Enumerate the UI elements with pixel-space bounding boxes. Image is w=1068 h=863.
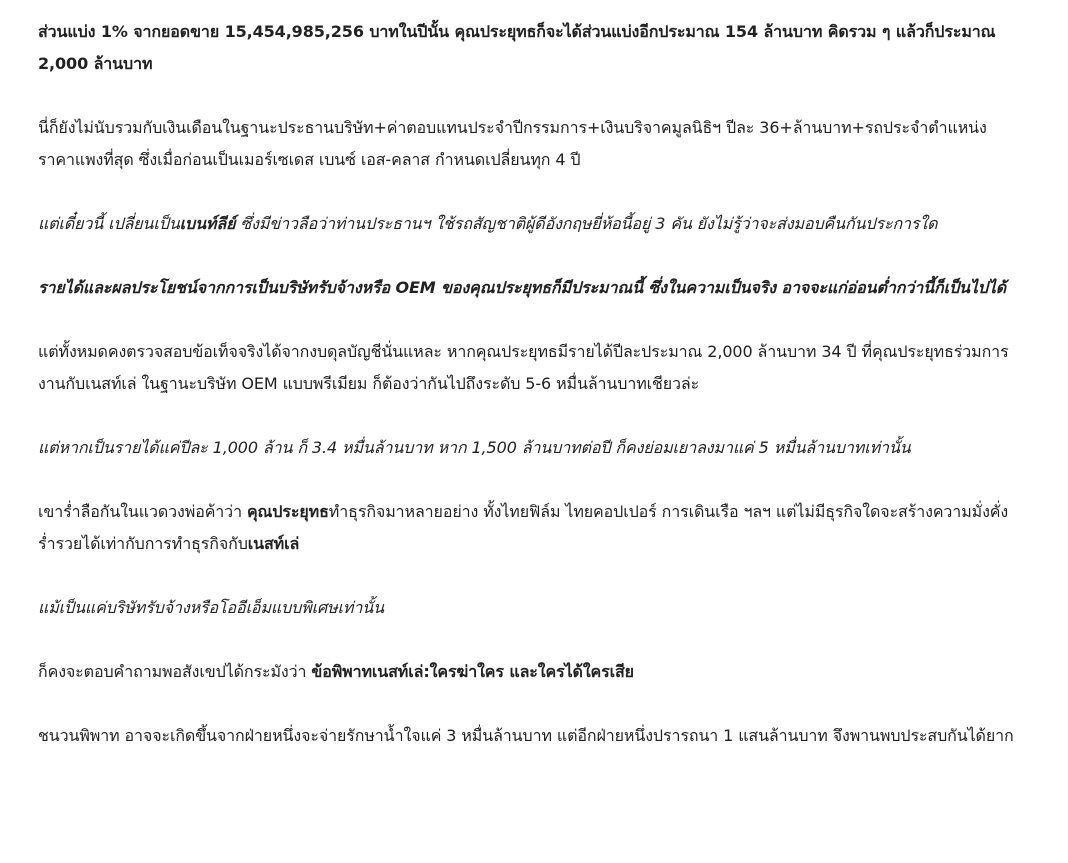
paragraph-9	[38, 656, 1028, 688]
paragraph-6: แต่หากเป็นรายได้แค่ปีละ 1,000 ล้าน ก็ 3.4 หมื่นล้านบาท หาก 1,500 ล้านบาทต่อปี ก็คงย่อมเยาลงมาแค่ 5 หมื่นล้านบาทเท่านั้น	[38, 438, 911, 457]
article-body	[38, 16, 1028, 784]
paragraph-7-text-start: เขาร่ำลือกันในแวดวงพ่อค้าว่า	[38, 502, 247, 521]
paragraph-3	[38, 208, 1028, 240]
paragraph-3-text-end: ซึ่งมีข่าวลือว่าท่านประธานฯ ใช้รถสัญชาติผู้ดีอังกฤษยี่ห้อนี้อยู่ 3 คัน ยังไม่รู้ว่าจะส่งมอบคืนกันประการใด	[235, 214, 938, 233]
paragraph-10: ชนวนพิพาท อาจจะเกิดขึ้นจากฝ่ายหนึ่งจะจ่ายรักษาน้ำใจแค่ 3 หมื่นล้านบาท แต่อีกฝ่ายหนึ่งปรารถนา 1 แสนล้านบาท จึงพานพบประสบกันได้ยาก	[38, 726, 1014, 745]
paragraph-1: ส่วนแบ่ง 1% จากยอดขาย 15,454,985,256 บาทในปีนั้น คุณประยุทธก็จะได้ส่วนแบ่งอีกประมาณ 154 ล้านบาท คิดรวม ๆ แล้วก็ประมาณ 2,000 ล้านบาท	[38, 22, 996, 73]
paragraph-5: แต่ทั้งหมดคงตรวจสอบข้อเท็จจริงได้จากงบดุลบัญชีนั่นแหละ หากคุณประยุทธมีรายได้ปีละประมาณ 2,000 ล้านบาท 34 ปี ที่คุณประยุทธร่วมการงานกับเนสท์เล่ ในฐานะบริษัท OEM แบบพรีเมียม ก็ต้องว่ากันไปถึงระดับ 5-6 หมื่นล้านบาทเชียวล่ะ	[38, 342, 1009, 393]
paragraph-2: นี่ก็ยังไม่นับรวมกับเงินเดือนในฐานะประธานบริษัท+ค่าตอบแทนประจำปีกรรมการ+เงินบริจาคมูลนิธิฯ ปีละ 36+ล้านบาท+รถประจำตำแหน่ง ราคาแพงที่สุด ซึ่งเมื่อก่อนเป็นเมอร์เซเดส เบนซ์ เอส-คลาส กำหนดเปลี่ยนทุก 4 ปี	[38, 118, 987, 169]
paragraph-3-bold: เบนท์ลีย์	[179, 214, 236, 233]
paragraph-9-bold: ข้อพิพาทเนสท์เล่:ใครฆ่าใคร และใครได้ใครเสีย	[311, 662, 634, 681]
paragraph-9-text-start: ก็คงจะตอบคำถามพอสังเขปได้กระมังว่า	[38, 662, 312, 681]
paragraph-4: รายได้และผลประโยชน์จากการเป็นบริษัทรับจ้างหรือ OEM ของคุณประยุทธก็มีประมาณนี้ ซึ่งในความเป็นจริง อาจจะแก่อ่อนต่ำกว่านี้ก็เป็นไปได้	[38, 278, 1007, 297]
paragraph-7	[38, 496, 1028, 560]
paragraph-7-bold-brand: เนสท์เล่	[247, 534, 300, 553]
paragraph-7-text-middle: ทำธุรกิจมาหลายอย่าง ทั้งไทยฟิล์ม ไทยคอปเปอร์ การเดินเรือ ฯลฯ แต่ไม่มีธุรกิจใดจะสร้างความมั่งคั่งร่ำรวยได้เท่ากับการทำธุรกิจกับ	[38, 502, 1009, 553]
paragraph-7-bold-name: คุณประยุทธ	[246, 502, 329, 521]
paragraph-3-text-start: แต่เดี๋ยวนี้ เปลี่ยนเป็น	[38, 214, 180, 233]
paragraph-8: แม้เป็นแค่บริษัทรับจ้างหรือโออีเอ็มแบบพิเศษเท่านั้น	[38, 598, 384, 617]
